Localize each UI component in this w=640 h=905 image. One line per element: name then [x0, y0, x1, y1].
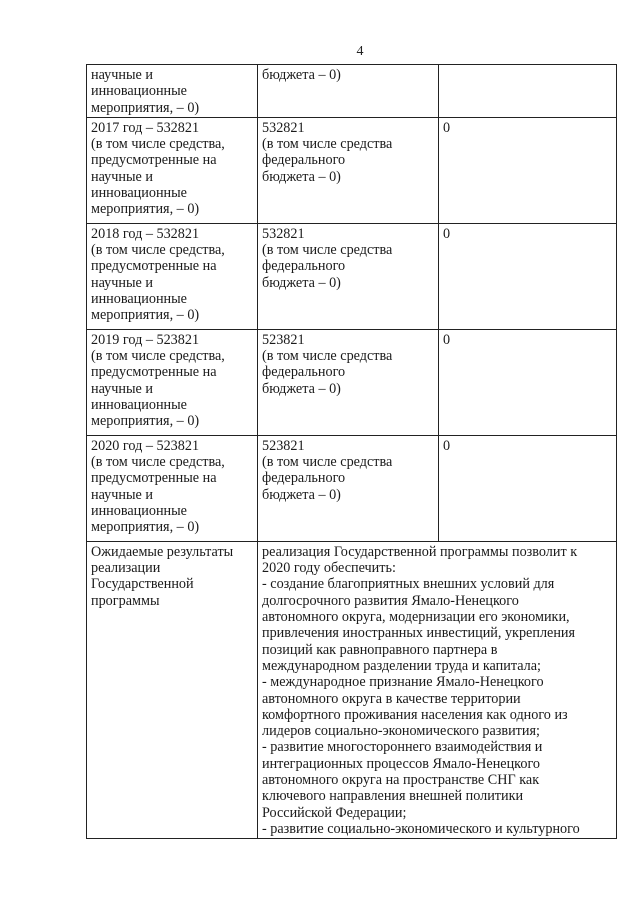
results-line: интеграционных процессов Ямало-Ненецкого [262, 755, 540, 772]
table-cell-other [439, 65, 617, 118]
funding-table [86, 64, 617, 839]
results-line: - развитие многостороннего взаимодействия и [262, 739, 543, 756]
table-cell-funding-total [87, 435, 258, 541]
table-cell-other [439, 223, 617, 329]
results-line: позиций как равноправного партнера в [262, 641, 498, 658]
results-line: - развитие социально-экономического и культурного [262, 820, 580, 837]
cell-text: 2019 год – 523821 (в том числе средства, предусмотренные на научные и инновационные мероприятия, – 0) [91, 331, 225, 430]
table-row [87, 117, 617, 223]
table-cell-budget [258, 65, 439, 118]
results-line: лидеров социально-экономического развития; [262, 723, 540, 740]
results-line: долгосрочного развития Ямало-Ненецкого [262, 592, 519, 609]
table-cell-budget [258, 223, 439, 329]
results-line: ключевого направления внешней политики [262, 788, 524, 805]
cell-text: 523821 (в том числе средства федерального бюджета – 0) [262, 437, 393, 503]
cell-text: 523821 (в том числе средства федерального бюджета – 0) [262, 331, 393, 397]
cell-text: 2018 год – 532821 (в том числе средства, предусмотренные на научные и инновационные мероприятия, – 0) [91, 225, 225, 324]
results-line: автономного округа в качестве территории [262, 690, 521, 707]
results-line: - международное признание Ямало-Ненецкого [262, 674, 544, 691]
results-line: комфортного проживания населения как одного из [262, 706, 568, 723]
results-line: - создание благоприятных внешних условий для [262, 576, 555, 593]
results-line: автономного округа, модернизации его экономики, [262, 609, 570, 626]
table-cell-funding-total [87, 117, 258, 223]
cell-text: 532821 (в том числе средства федерального бюджета – 0) [262, 225, 393, 291]
table-cell-other [439, 329, 617, 435]
results-line: Российской Федерации; [262, 804, 407, 821]
table-cell-budget [258, 329, 439, 435]
results-line: реализация Государственной программы позволит к [262, 543, 578, 560]
table-row [87, 65, 617, 118]
table-cell-funding-total [87, 329, 258, 435]
results-label: Ожидаемые результаты реализации Государственной программы [91, 543, 234, 609]
cell-text: 2020 год – 523821 (в том числе средства, предусмотренные на научные и инновационные мероприятия, – 0) [91, 437, 225, 536]
results-label-cell [87, 541, 258, 838]
cell-text: 532821 (в том числе средства федерального бюджета – 0) [262, 119, 393, 185]
table-row [87, 435, 617, 541]
table-row [87, 329, 617, 435]
table-row-expected-results [87, 541, 617, 838]
cell-text: 0 [443, 437, 451, 454]
cell-text: 0 [443, 119, 451, 136]
table-cell-funding-total [87, 65, 258, 118]
table-cell-other [439, 435, 617, 541]
cell-text: 0 [443, 225, 451, 242]
table-row [87, 223, 617, 329]
results-line: привлечения иностранных инвестиций, укрепления [262, 625, 576, 642]
cell-text: бюджета – 0) [262, 67, 341, 83]
table-cell-other [439, 117, 617, 223]
results-line: автономного округа на пространстве СНГ как [262, 772, 540, 789]
cell-text: 0 [443, 331, 451, 348]
table-cell-budget [258, 435, 439, 541]
cell-text: 2017 год – 532821 (в том числе средства, предусмотренные на научные и инновационные мероприятия, – 0) [91, 119, 225, 218]
cell-text: научные и инновационные мероприятия, – 0) [91, 67, 200, 116]
page-number: 4 [356, 44, 364, 59]
table-cell-budget [258, 117, 439, 223]
table-cell-funding-total [87, 223, 258, 329]
results-line: 2020 году обеспечить: [262, 560, 396, 577]
results-line: международном разделении труда и капитала; [262, 657, 541, 674]
results-content-cell [258, 541, 617, 838]
